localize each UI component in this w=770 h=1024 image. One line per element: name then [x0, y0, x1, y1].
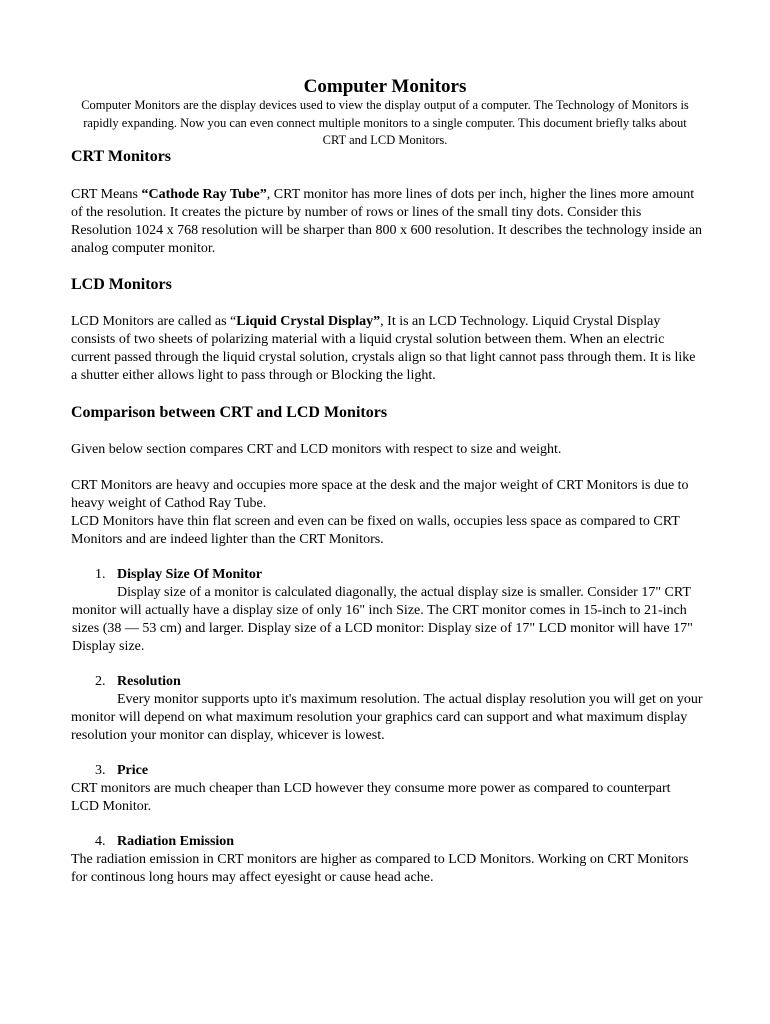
list-item-body: Display size of a monitor is calculated diagonally, the actual display size is smaller. Consider 17" CRT monitor will actually have a display size of only 16" inch Size. The CRT monitor comes in 15-inch to 21-inch sizes (38 — 53 cm) and larger. Display size of a LCD monitor: Display size of 17" LCD monitor will have 17" Display size.: [72, 585, 693, 654]
list-item-heading: [95, 673, 181, 691]
list-item-title: Radiation Emission: [117, 834, 235, 849]
list-item-body: Every monitor supports upto it's maximum resolution. The actual display resolution you will get on your monitor will depend on what maximum resolution your graphics card can support and what maximum display resolution your monitor can display, whicever is lowest.: [71, 692, 703, 743]
list-item-number: 3.: [95, 763, 106, 778]
lcd-text-post: , It is an LCD Technology. Liquid Crystal Display consists of two sheets of polarizing material with a liquid crystal solution between them. When an electric current passed through the liquid crystal solution, crystals align so that light cannot pass through them. It is like a shutter either allows light to pass through or Blocking the light.: [71, 314, 696, 383]
comparison-heading: Comparison between CRT and LCD Monitors: [71, 404, 388, 421]
list-item-title: Resolution: [117, 674, 181, 689]
list-item-body: CRT monitors are much cheaper than LCD however they consume more power as compared to counterpart LCD Monitor.: [71, 781, 671, 814]
document-title: Computer Monitors: [303, 76, 467, 97]
list-item-heading: [95, 566, 262, 584]
lcd-paragraph: [71, 313, 703, 385]
list-item-title: Price: [117, 763, 149, 778]
crt-text-post: , CRT monitor has more lines of dots per inch, higher the lines more amount of the resolution. It creates the picture by number of rows or lines of the small tiny dots. Consider this Resolution 1024 x 768 resolution will be sharper than 800 x 600 resolution. It describes the technology inside an analog computer monitor.: [71, 187, 703, 256]
comparison-lcd-paragraph: LCD Monitors have thin flat screen and even can be fixed on walls, occupies less space as compared to CRT Monitors and are indeed lighter than the CRT Monitors.: [71, 514, 680, 547]
lcd-heading: LCD Monitors: [71, 276, 172, 293]
crt-heading: CRT Monitors: [71, 148, 172, 165]
crt-text-pre: CRT Means: [71, 187, 142, 202]
lcd-text-pre: LCD Monitors are called as “: [71, 314, 237, 329]
list-item-heading: [95, 762, 148, 780]
list-item-number: 4.: [95, 834, 106, 849]
crt-bold-term: “Cathode Ray Tube”: [141, 187, 267, 202]
intro-paragraph: Computer Monitors are the display devices used to view the display output of a computer. The Technology of Monitors is rapidly expanding. Now you can even connect multiple monitors to a single computer. This document briefly talks about CRT and LCD Monitors.: [81, 98, 689, 147]
list-item-number: 2.: [95, 674, 106, 689]
list-item-body: The radiation emission in CRT monitors are higher as compared to LCD Monitors. Working on CRT Monitors for continous long hours may affect eyesight or cause head ache.: [71, 852, 689, 885]
comparison-intro: Given below section compares CRT and LCD monitors with respect to size and weight.: [71, 442, 562, 457]
list-item-title: Display Size Of Monitor: [117, 567, 263, 582]
crt-paragraph: [71, 186, 703, 258]
list-item-number: 1.: [95, 567, 106, 582]
comparison-crt-paragraph: CRT Monitors are heavy and occupies more space at the desk and the major weight of CRT Monitors is due to heavy weight of Cathod Ray Tube.: [71, 478, 689, 511]
list-item-heading: [95, 833, 234, 851]
lcd-bold-term: Liquid Crystal Display”: [236, 314, 381, 329]
